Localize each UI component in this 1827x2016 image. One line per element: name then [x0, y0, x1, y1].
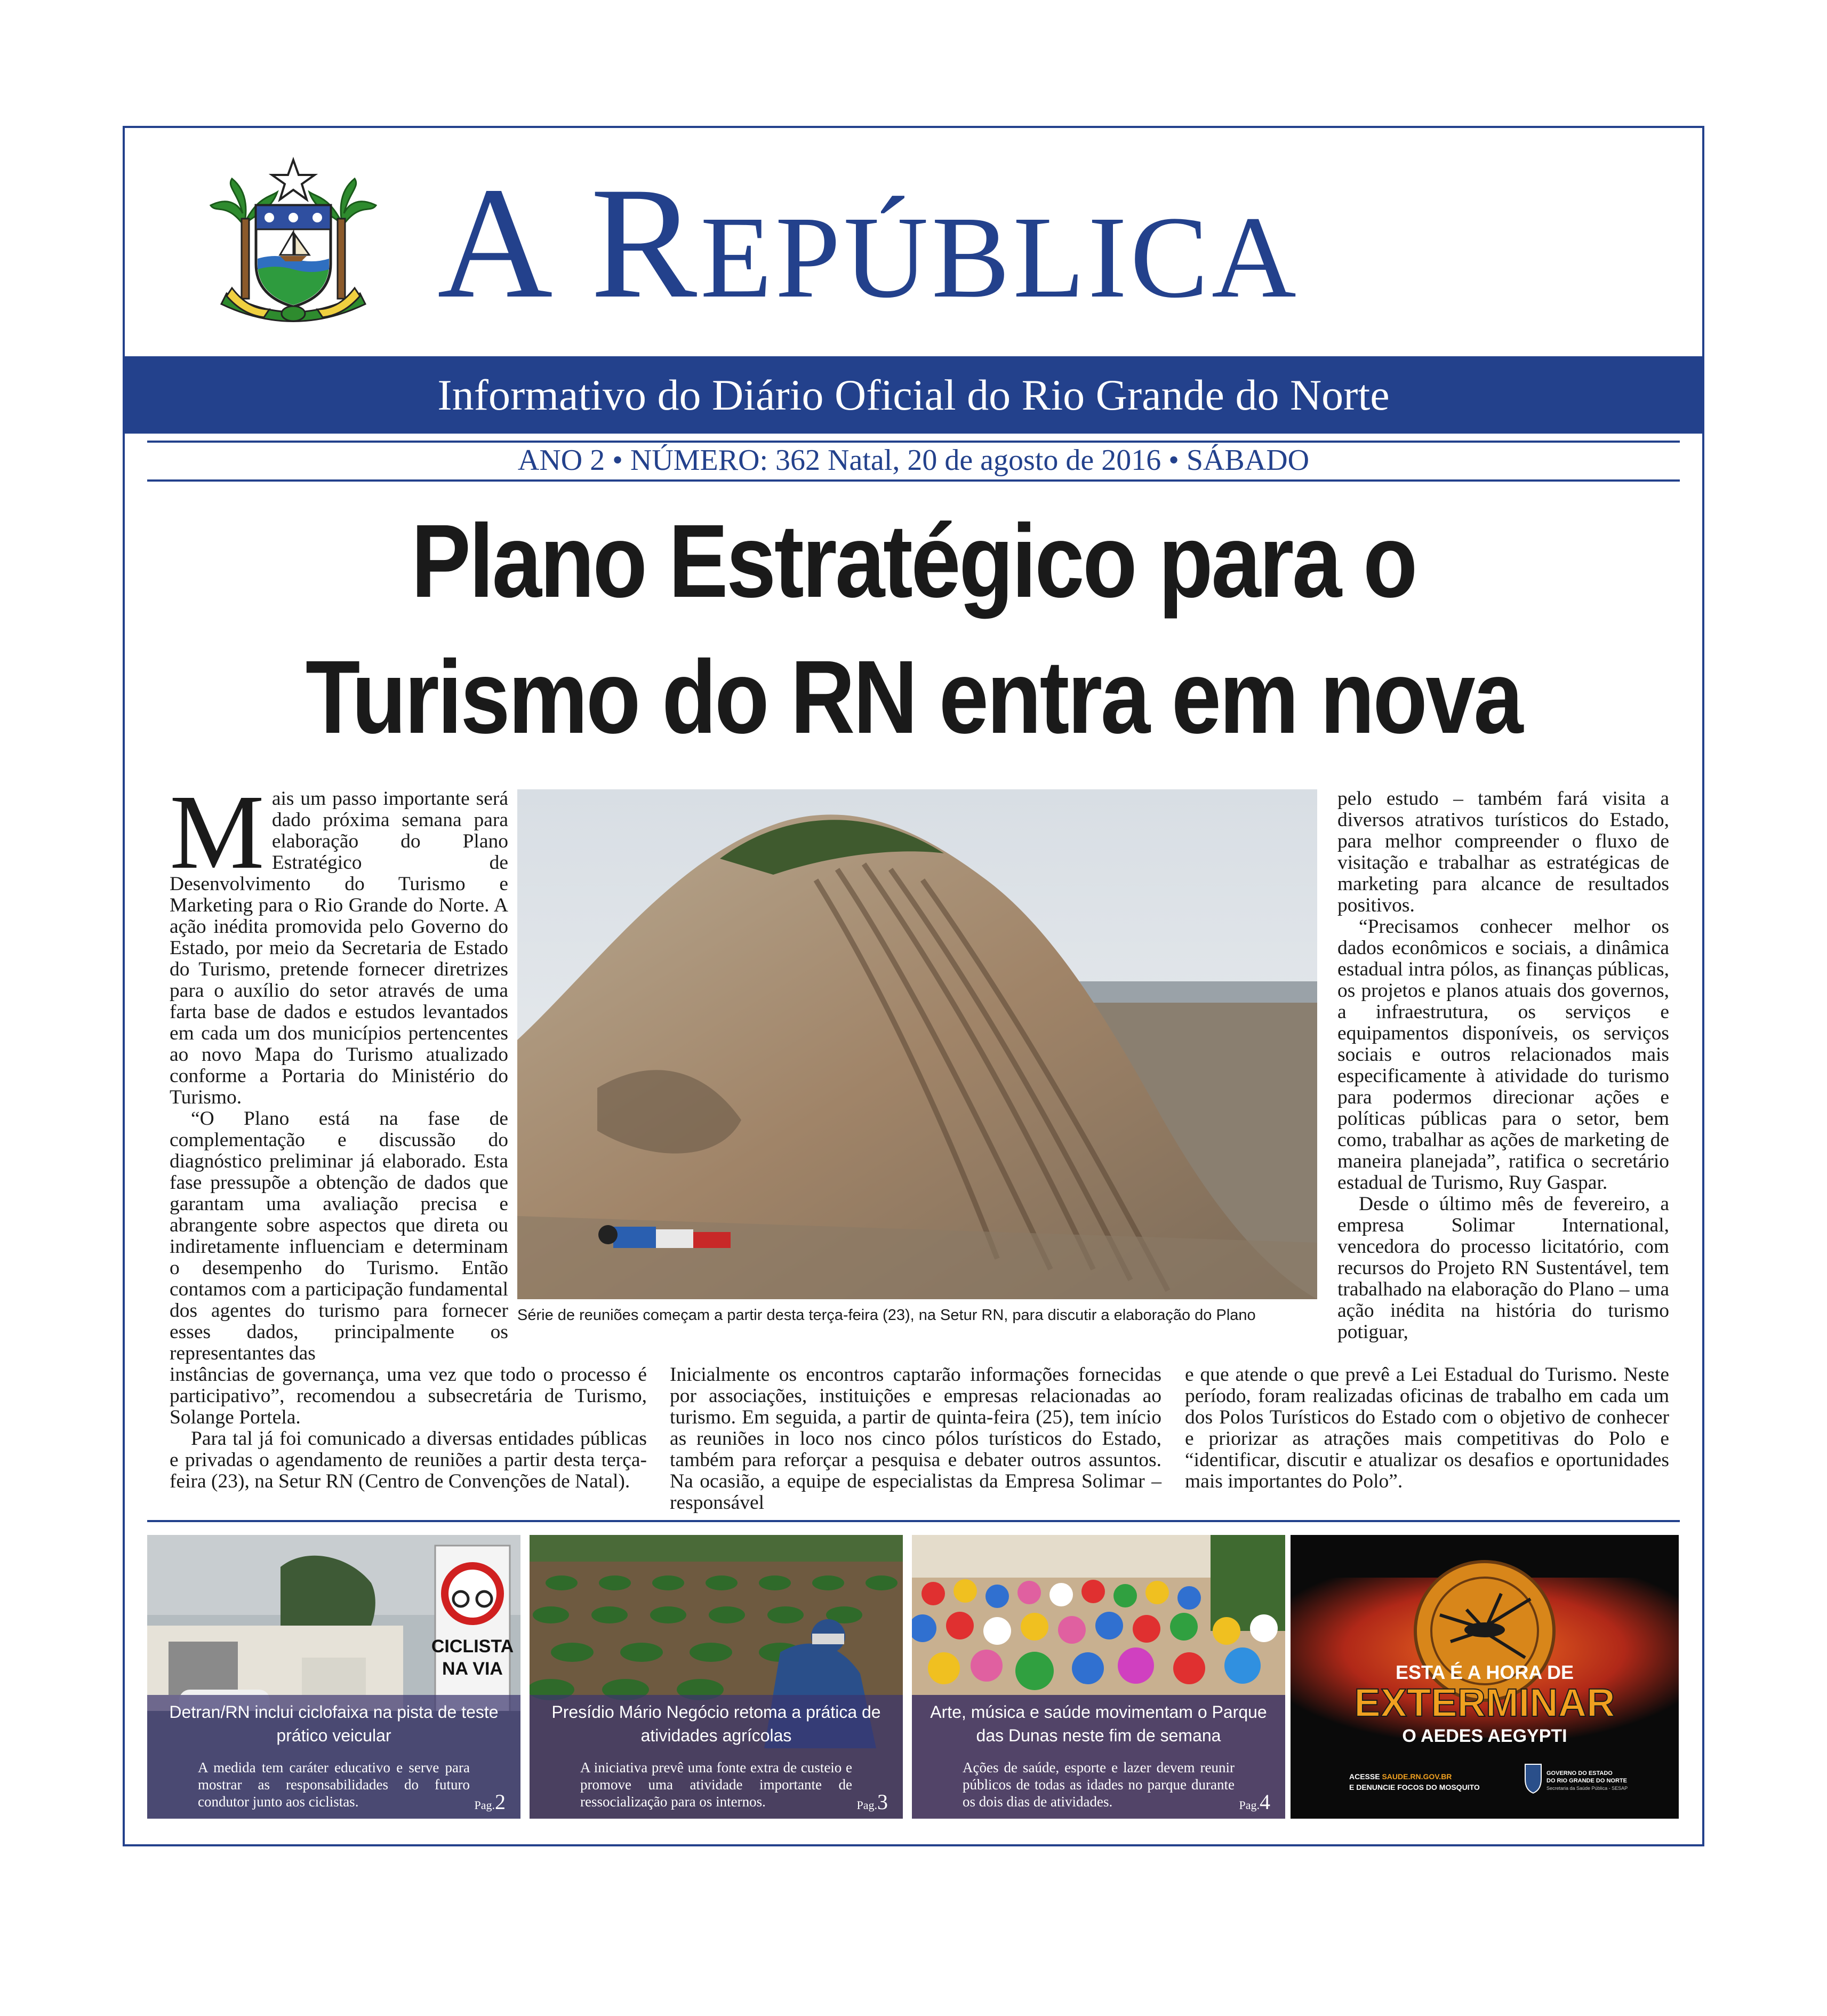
teaser-card-presidio[interactable] — [530, 1535, 903, 1819]
card-summary: A iniciativa prevê uma fonte extra de custeio e promove uma atividade importante de ressocialização para os internos. — [580, 1759, 852, 1810]
article-paragraph: Para tal já foi comunicado a diversas entidades públicas e privadas o agendamento de reuniões a partir desta terça-feira (23), na Setur RN (Centro de Convenções de Natal). — [170, 1428, 647, 1492]
card-title[interactable]: Detran/RN inclui ciclofaixa na pista de teste prático veicular — [169, 1702, 499, 1745]
ad-aedes-aegypti[interactable] — [1291, 1535, 1679, 1819]
headline-line-1: Plano Estratégico para o — [411, 503, 1416, 619]
ad-state-crest-icon — [1525, 1764, 1541, 1793]
ad-line-2: EXTERMINAR — [1354, 1681, 1615, 1725]
ad-line-3: O AEDES AEGYPTI — [1402, 1726, 1567, 1746]
sign-text-2: NA VIA — [442, 1659, 503, 1679]
card-summary: Ações de saúde, esporte e lazer devem reunir públicos de todas as idades no parque durante os dois dias de atividades. — [963, 1759, 1235, 1810]
card-title[interactable]: Presídio Mário Negócio retoma a prática de atividades agrícolas — [551, 1702, 881, 1745]
masthead-subtitle: Informativo do Diário Oficial do Rio Grande do Norte — [437, 371, 1390, 419]
main-photo-rock-formation — [517, 789, 1317, 1299]
article-paragraph: Desde o último mês de fevereiro, a empresa Solimar International, vencedora do processo licitatório, com recursos do Projeto RN Sustentável, tem trabalhado na elaboração do Plano – uma ação inédita na história do turismo potiguar, — [1337, 1193, 1669, 1343]
drop-cap: M — [170, 773, 265, 891]
section-divider — [147, 1520, 1680, 1522]
article-column-1 — [170, 773, 508, 1364]
sign-text-1: CICLISTA — [431, 1636, 514, 1657]
article-paragraph: e que atende o que prevê a Lei Estadual do Turismo. Neste período, foram realizadas oficinas de trabalho em cada um dos Polos Turísticos do Estado com o objetivo de conhecer e priorizar as atrações mais competitivas do Polo e “identificar, discutir e atualizar os desafios e oportunidades mais importantes do Polo”. — [1185, 1364, 1669, 1492]
ad-footer-left-1: ACESSE SAUDE.RN.GOV.BR — [1349, 1772, 1452, 1781]
ad-footer-right-1: GOVERNO DO ESTADO — [1546, 1770, 1613, 1777]
dateline: ANO 2 • NÚMERO: 362 Natal, 20 de agosto de 2016 • SÁBADO — [517, 444, 1310, 477]
ad-footer-right-2: DO RIO GRANDE DO NORTE — [1546, 1778, 1627, 1784]
article-column-3 — [1337, 788, 1669, 1343]
photo-caption: Série de reuniões começam a partir desta terça-feira (23), na Setur RN, para discutir a elaboração do Plano — [517, 1307, 1256, 1324]
article-paragraph: “O Plano está na fase de complementação e discussão do diagnóstico preliminar já elaborado. Esta fase pressupõe a obtenção de dados que garantam uma avaliação precisa e abrangente sobre aspectos que direta ou indiretamente influenciam e determinam o desempenho do Turismo. Então contamos com a participação fundamental dos agentes do turismo para fornecer esses dados, principalmente os representantes das — [170, 1108, 508, 1364]
article-paragraph: “Precisamos conhecer melhor os dados econômicos e sociais, a dinâmica estadual intra pólos, as finanças públicas, os projetos e planos atuais dos governos, a infraestrutura, os serviços e equipamentos disponíveis, os serviços sociais e outros relacionados mais especificamente à atividade do turismo para podermos direcionar ações e políticas públicas para o setor, bem como, trabalhar as ações de marketing de maneira planejada”, ratifica o secretário estadual de Turismo, Ruy Gaspar. — [1337, 916, 1669, 1194]
page-reference[interactable]: Pag.4 — [1239, 1790, 1270, 1814]
article-paragraph: ais um passo importante será dado próxima semana para elaboração do Plano Estratégico de Desenvolvimento do Turismo e Marketing para o Rio Grande do Norte. A ação inédita promovida pelo Governo do Estado, por meio da Secretaria de Estado do Turismo, pretende fornecer diretrizes para o auxílio do setor através de uma farta base de dados e estudos levantados em cada um dos municípios pertencentes ao novo Mapa do Turismo atualizado conforme a Portaria do Ministério do Turismo. — [170, 788, 508, 1108]
state-crest-logo — [205, 155, 381, 331]
article-paragraph: Inicialmente os encontros captarão informações fornecidas por associações, instituições e empresas relacionadas ao turismo. Em seguida, a partir de quinta-feira (25), tem início as reuniões in loco nos cinco pólos turísticos do Estado, também para reforçar a pesquisa e debater outros assuntos. Na ocasião, a equipe de especialistas da Empresa Solimar – responsável — [670, 1364, 1161, 1514]
teaser-card-detran[interactable] — [147, 1535, 520, 1819]
article-paragraph: instâncias de governança, uma vez que todo o processo é participativo”, recomendou a subsecretária de Turismo, Solange Portela. — [170, 1364, 647, 1428]
article-column-3-continued — [1185, 1364, 1669, 1492]
dateline-bottom-rule — [147, 479, 1680, 482]
ad-footer-left-2: E DENUNCIE FOCOS DO MOSQUITO — [1349, 1783, 1480, 1791]
article-column-1-continued — [170, 1364, 647, 1492]
headline-line-2: Turismo do RN entra em nova — [305, 639, 1522, 755]
masthead-title: A REPÚBLICA — [437, 154, 1300, 331]
dateline-top-rule — [147, 441, 1680, 443]
ad-line-1: ESTA É A HORA DE — [1395, 1661, 1574, 1683]
article-paragraph: pelo estudo – também fará visita a diversos atrativos turísticos do Estado, para melhor compreender o fluxo de visitação e trabalhar as estratégicas de marketing para alcance de resultados positivos. — [1337, 788, 1669, 916]
masthead-subtitle-bar — [125, 356, 1702, 434]
card-summary: A medida tem caráter educativo e serve para mostrar as responsabilidades do futuro condutor junto aos ciclistas. — [198, 1759, 470, 1810]
page-reference[interactable]: Pag.2 — [474, 1790, 506, 1814]
ad-graphic — [1291, 1535, 1679, 1819]
page-reference[interactable]: Pag.3 — [856, 1790, 888, 1814]
ad-footer-right-3: Secretaria da Saúde Pública - SESAP — [1546, 1786, 1628, 1791]
teaser-card-parque-dunas[interactable] — [912, 1535, 1285, 1819]
card-title[interactable]: Arte, música e saúde movimentam o Parque das Dunas neste fim de semana — [930, 1702, 1267, 1745]
article-column-2 — [670, 1364, 1161, 1514]
